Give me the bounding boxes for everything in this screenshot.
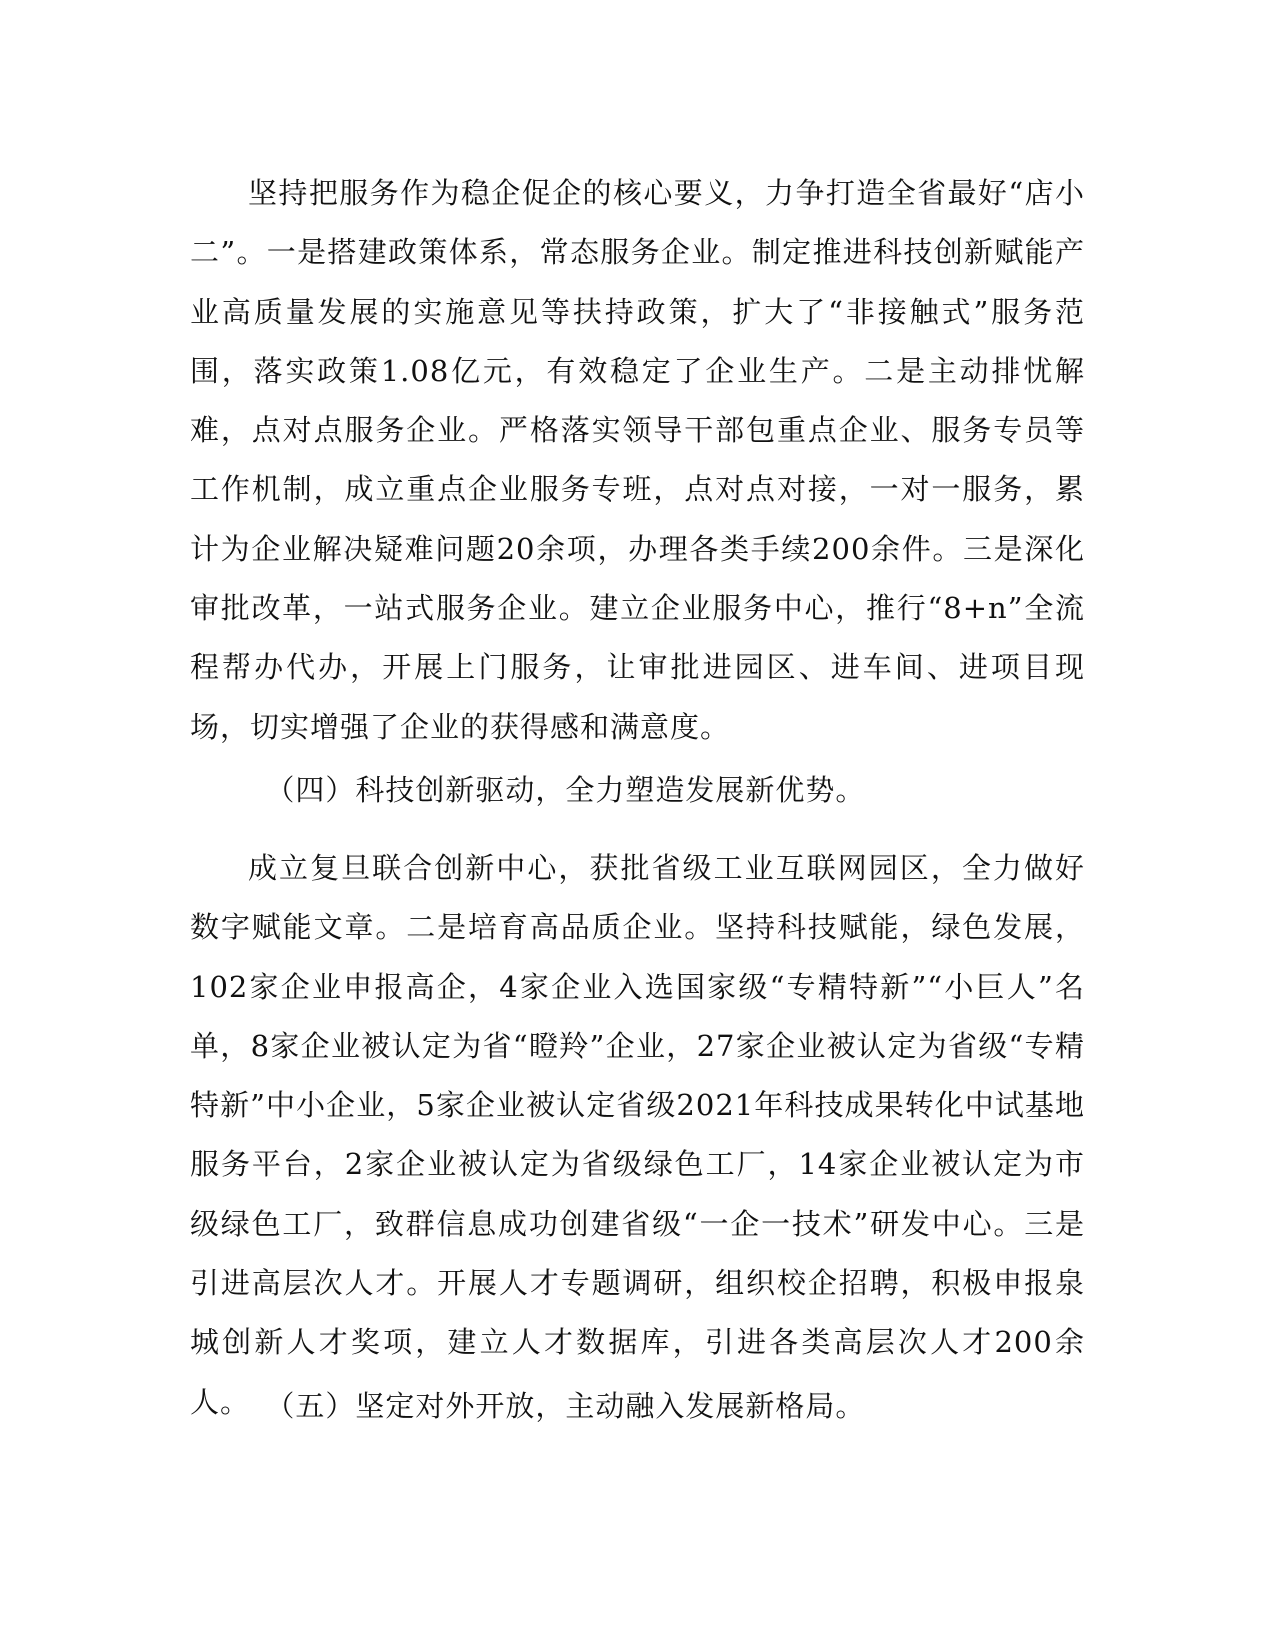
innovation-section: [190, 839, 1085, 1432]
service-section: [190, 164, 1085, 757]
section-four-heading-wrap: [190, 761, 1085, 820]
paragraph-enterprise-service: 坚持把服务作为稳企促企的核心要义，力争打造全省最好“店小二”。一是搭建政策体系，常态服务企业。制定推进科技创新赋能产业高质量发展的实施意见等扶持政策，扩大了“非接触式”服务范围，落实政策1.08亿元，有效稳定了企业生产。二是主动排忧解难，点对点服务企业。严格落实领导干部包重点企业、服务专员等工作机制，成立重点企业服务专班，点对点对接，一对一服务，累计为企业解决疑难问题20余项，办理各类手续200余件。三是深化审批改革，一站式服务企业。建立企业服务中心，推行“8+n”全流程帮办代办，开展上门服务，让审批进园区、进车间、进项目现场，切实增强了企业的获得感和满意度。: [190, 176, 1085, 744]
section-four-heading: （四）科技创新驱动，全力塑造发展新优势。: [265, 773, 866, 807]
section-five-heading: （五）坚定对外开放，主动融入发展新格局。: [265, 1389, 866, 1423]
section-five-heading-wrap: [190, 1377, 1085, 1436]
paragraph-tech-innovation: 成立复旦联合创新中心，获批省级工业互联网园区，全力做好数字赋能文章。二是培育高品质企业。坚持科技赋能，绿色发展，102家企业申报高企，4家企业入选国家级“专精特新”“小巨人”名单，8家企业被认定为省“瞪羚”企业，27家企业被认定为省级“专精特新”中小企业，5家企业被认定省级2021年科技成果转化中试基地服务平台，2家企业被认定为省级绿色工厂，14家企业被认定为市级绿色工厂，致群信息成功创建省级“一企一技术”研发中心。三是引进高层次人才。开展人才专题调研，组织校企招聘，积极申报泉城创新人才奖项，建立人才数据库，引进各类高层次人才200余人。: [190, 851, 1085, 1419]
